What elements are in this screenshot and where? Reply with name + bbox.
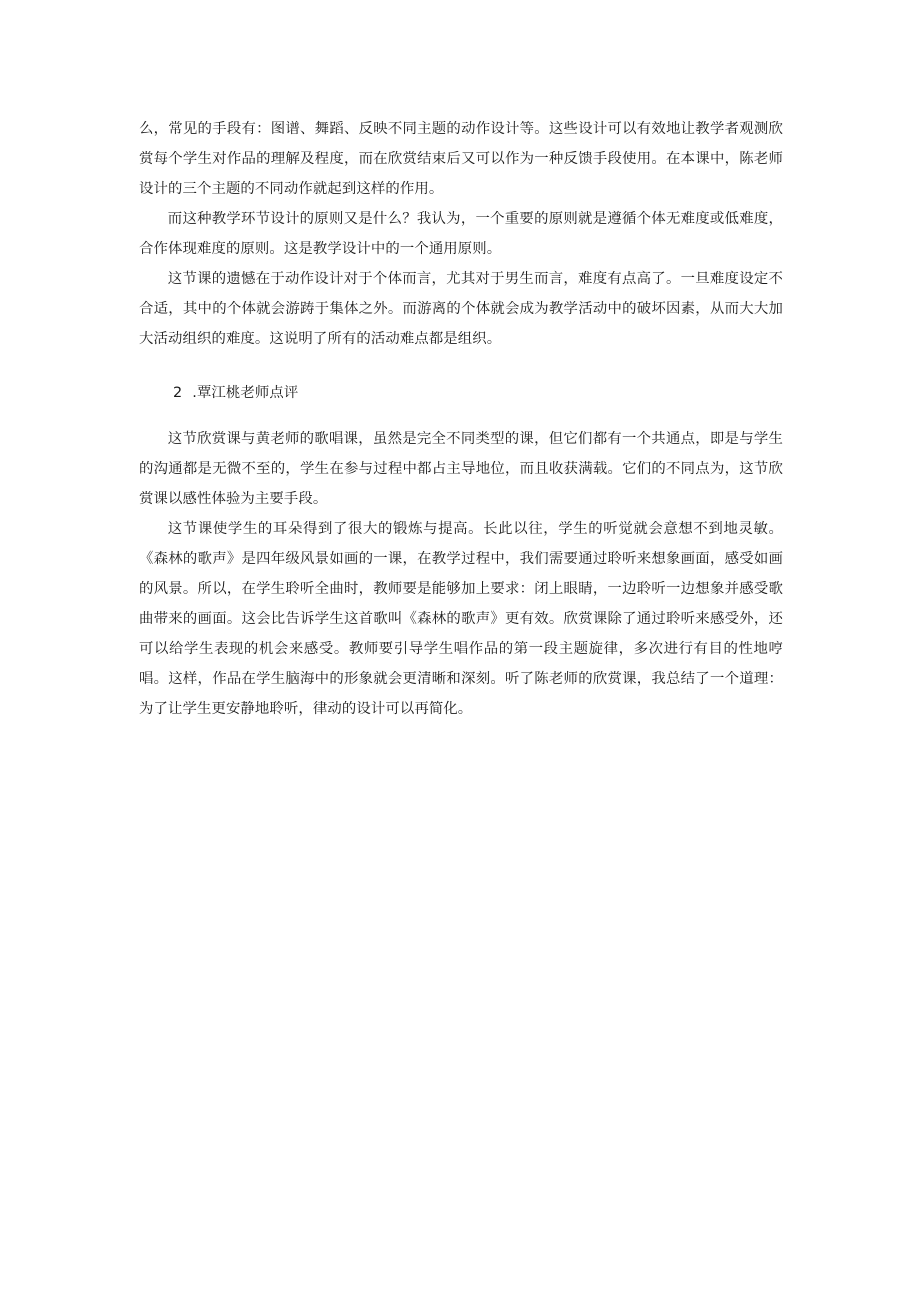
paragraph-5: 这节课使学生的耳朵得到了很大的锻炼与提高。长此以往，学生的听觉就会意想不到地灵敏。《森林的歌声》是四年级风景如画的一课，在教学过程中，我们需要通过聆听来想象画面，感受如画的风景。所以，在学生聆听全曲时，教师要是能够加上要求：闭上眼睛，一边聆听一边想象并感受歌曲带来的画面。这会比告诉学生这首歌叫《森林的歌声》更有效。欣赏课除了通过聆听来感受外，还可以给学生表现的机会来感受。教师要引导学生唱作品的第一段主题旋律，多次进行有目的性地哼唱。这样，作品在学生脑海中的形象就会更清晰和深刻。听了陈老师的欣赏课，我总结了一个道理：为了让学生更安静地聆听，律动的设计可以再简化。 [139,521,783,717]
paragraph-4: 这节欣赏课与黄老师的歌唱课，虽然是完全不同类型的课，但它们都有一个共通点，即是与学生的沟通都是无微不至的，学生在参与过程中都占主导地位，而且收获满载。它们的不同点为，这节欣赏课以感性体验为主要手段。 [139,431,783,507]
section-heading [139,378,783,408]
paragraph-1: 么，常见的手段有：图谱、舞蹈、反映不同主题的动作设计等。这些设计可以有效地让教学者观测欣赏每个学生对作品的理解及程度，而在欣赏结束后又可以作为一种反馈手段使用。在本课中，陈老师设计的三个主题的不同动作就起到这样的作用。 [139,121,783,197]
section-number: 2 [173,385,183,401]
paragraph-2: 而这种教学环节设计的原则又是什么？我认为，一个重要的原则就是遵循个体无难度或低难度，合作体现难度的原则。这是教学设计中的一个通用原则。 [139,211,783,257]
paragraph-3: 这节课的遗憾在于动作设计对于个体而言，尤其对于男生而言，难度有点高了。一旦难度设定不合适，其中的个体就会游踌于集体之外。而游离的个体就会成为教学活动中的破坏因素，从而大大加大活动组织的难度。这说明了所有的活动难点都是组织。 [139,271,783,347]
document-body [139,114,783,724]
section-title: .覃江桃老师点评 [192,385,299,401]
